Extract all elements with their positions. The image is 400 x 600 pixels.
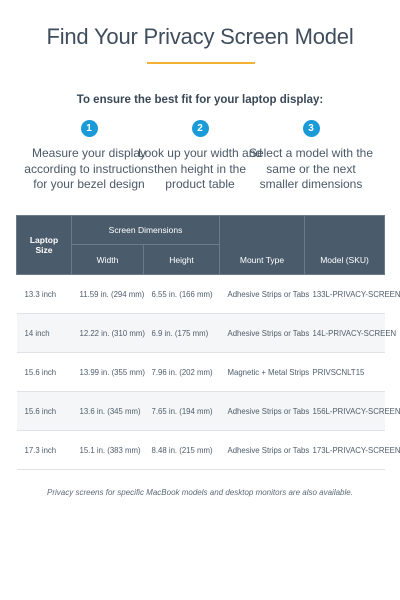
cell-mount: Adhesive Strips or Tabs: [220, 314, 305, 353]
cell-sku: 156L-PRIVACY-SCREEN: [305, 392, 385, 431]
steps: [24, 120, 376, 200]
table-row: [17, 314, 385, 353]
step-1-badge: 1: [81, 120, 98, 137]
cell-size: 17.3 inch: [17, 431, 72, 470]
cell-width: 15.1 in. (383 mm): [72, 431, 144, 470]
cell-height: 6.9 in. (175 mm): [144, 314, 220, 353]
header-width: Width: [72, 245, 144, 275]
step-3: [246, 120, 376, 193]
cell-mount: Adhesive Strips or Tabs: [220, 275, 305, 314]
table-row: [17, 431, 385, 470]
cell-size: 15.6 inch: [17, 353, 72, 392]
page-title: Find Your Privacy Screen Model: [46, 24, 354, 49]
cell-sku: 173L-PRIVACY-SCREEN: [305, 431, 385, 470]
cell-size: 15.6 inch: [17, 392, 72, 431]
step-3-badge: 3: [303, 120, 320, 137]
cell-width: 13.6 in. (345 mm): [72, 392, 144, 431]
header-mount-type: Mount Type: [220, 216, 305, 275]
cell-size: 14 inch: [17, 314, 72, 353]
title-underline: [147, 62, 255, 64]
cell-width: 13.99 in. (355 mm): [72, 353, 144, 392]
header-laptop-size: Laptop Size: [17, 216, 72, 275]
step-1-text: Measure your display according to instructions for your bezel design: [24, 146, 154, 191]
cell-size: 13.3 inch: [17, 275, 72, 314]
table-row: [17, 275, 385, 314]
cell-mount: Magnetic + Metal Strips: [220, 353, 305, 392]
step-2-badge: 2: [192, 120, 209, 137]
step-2-text: Look up your width and then height in the product table: [137, 146, 263, 191]
cell-height: 7.65 in. (194 mm): [144, 392, 220, 431]
cell-sku: 14L-PRIVACY-SCREEN: [305, 314, 385, 353]
table-row: [17, 353, 385, 392]
header-screen-dimensions: Screen Dimensions: [72, 216, 220, 245]
cell-mount: Adhesive Strips or Tabs: [220, 392, 305, 431]
cell-height: 8.48 in. (215 mm): [144, 431, 220, 470]
cell-mount: Adhesive Strips or Tabs: [220, 431, 305, 470]
screen-size-table: [16, 215, 400, 470]
cell-width: 12.22 in. (310 mm): [72, 314, 144, 353]
table-row: [17, 392, 385, 431]
step-3-text: Select a model with the same or the next smaller dimensions: [248, 146, 374, 191]
cell-sku: PRIVSCNLT15: [305, 353, 385, 392]
header-model-sku: Model (SKU): [305, 216, 385, 275]
page-subtitle: To ensure the best fit for your laptop display:: [76, 94, 324, 106]
footnote: Privacy screens for specific MacBook models and desktop monitors are also available.: [47, 488, 353, 497]
cell-height: 7.96 in. (202 mm): [144, 353, 220, 392]
cell-sku: 133L-PRIVACY-SCREEN: [305, 275, 385, 314]
cell-height: 6.55 in. (166 mm): [144, 275, 220, 314]
cell-width: 11.59 in. (294 mm): [72, 275, 144, 314]
header-height: Height: [144, 245, 220, 275]
